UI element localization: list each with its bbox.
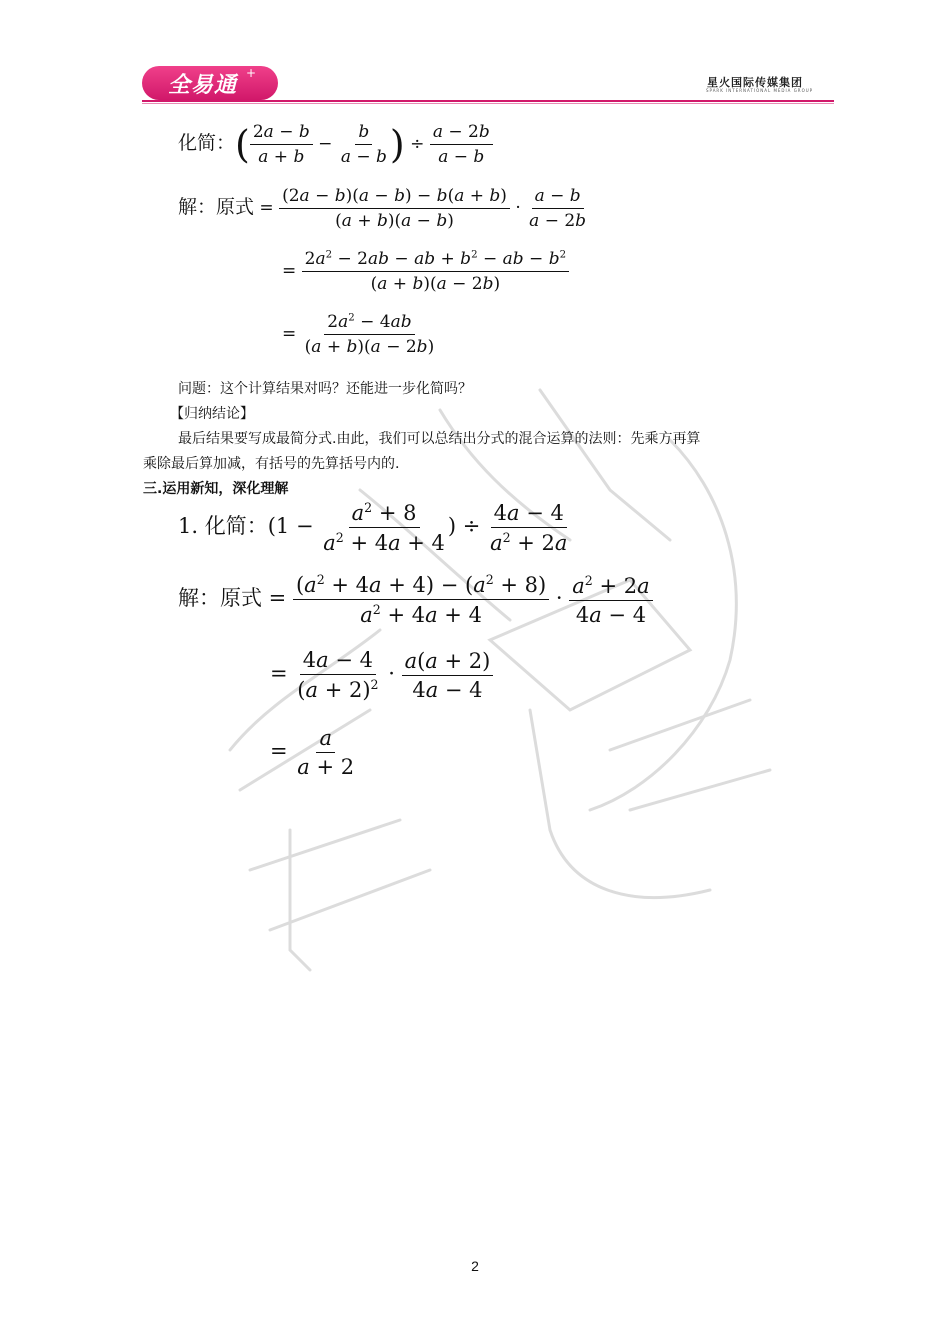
exercise1-step2: = $\frac{4a - 4}{(a + 2)^2}$ · $\frac{a(a + 2)}{4a - 4}$ xyxy=(270,648,493,702)
section-title-conclusion: 【归纳结论】 xyxy=(170,406,254,422)
logo-star-icon: + xyxy=(246,66,257,80)
header-rule-thin xyxy=(142,103,834,104)
exercise1-step1: 解：原式 = $\frac{(a^2 + 4a + 4) - (a^2 + 8)}{a^2 + 4a + 4}$ · $\frac{a^2 + 2a}{4a - 4}$ xyxy=(178,572,653,627)
exercise1-step3: = $\frac{a}{a + 2}$ xyxy=(270,726,355,779)
section3-title: 三.运用新知，深化理解 xyxy=(143,481,289,497)
header-rule xyxy=(142,100,834,102)
conclusion-line-2: 乘除最后算加减，有括号的先算括号内的. xyxy=(143,456,400,472)
exercise1-problem: 1. 化简：(1 − $\frac{a^2 + 8}{a^2 + 4a + 4}$ ) ÷ $\frac{4a - 4}{a^2 + 2a}$ xyxy=(178,500,568,555)
example1-step3: = $\frac{2a^2 - 4ab}{(a + b)(a - 2b)}$ xyxy=(282,312,435,357)
question-text: 问题：这个计算结果对吗？还能进一步化简吗？ xyxy=(178,381,472,397)
example1-label: 化简： xyxy=(178,132,236,154)
exercise1-label: 1. 化简： xyxy=(178,514,268,538)
example1-problem: 化简：( $\frac{2a - b}{a + b}$ − $\frac{b}{a - b}$ ) ÷ $\frac{a - 2b}{a - b}$ xyxy=(178,122,493,167)
example1-solution-label: 解：原式 xyxy=(178,196,255,218)
exercise1-solution-label: 解：原式 xyxy=(178,586,262,610)
example1-step2: = $\frac{2a^2 - 2ab - ab + b^2 - ab - b^2}{(a + b)(a - 2b)}$ xyxy=(282,249,569,294)
publisher-name: 星火国际传媒集团 xyxy=(707,76,803,89)
example1-step1: 解：原式 = $\frac{(2a - b)(a - b) - b(a + b)}{(a + b)(a - b)}$ · $\frac{a - b}{a - 2b}$ xyxy=(178,186,587,231)
publisher-subtitle: SPARK INTERNATIONAL MEDIA GROUP xyxy=(706,88,814,93)
page-number: 2 xyxy=(471,1258,479,1274)
logo-text: 全易通 xyxy=(168,72,238,98)
conclusion-line-1: 最后结果要写成最简分式.由此，我们可以总结出分式的混合运算的法则：先乘方再算 xyxy=(178,431,701,447)
